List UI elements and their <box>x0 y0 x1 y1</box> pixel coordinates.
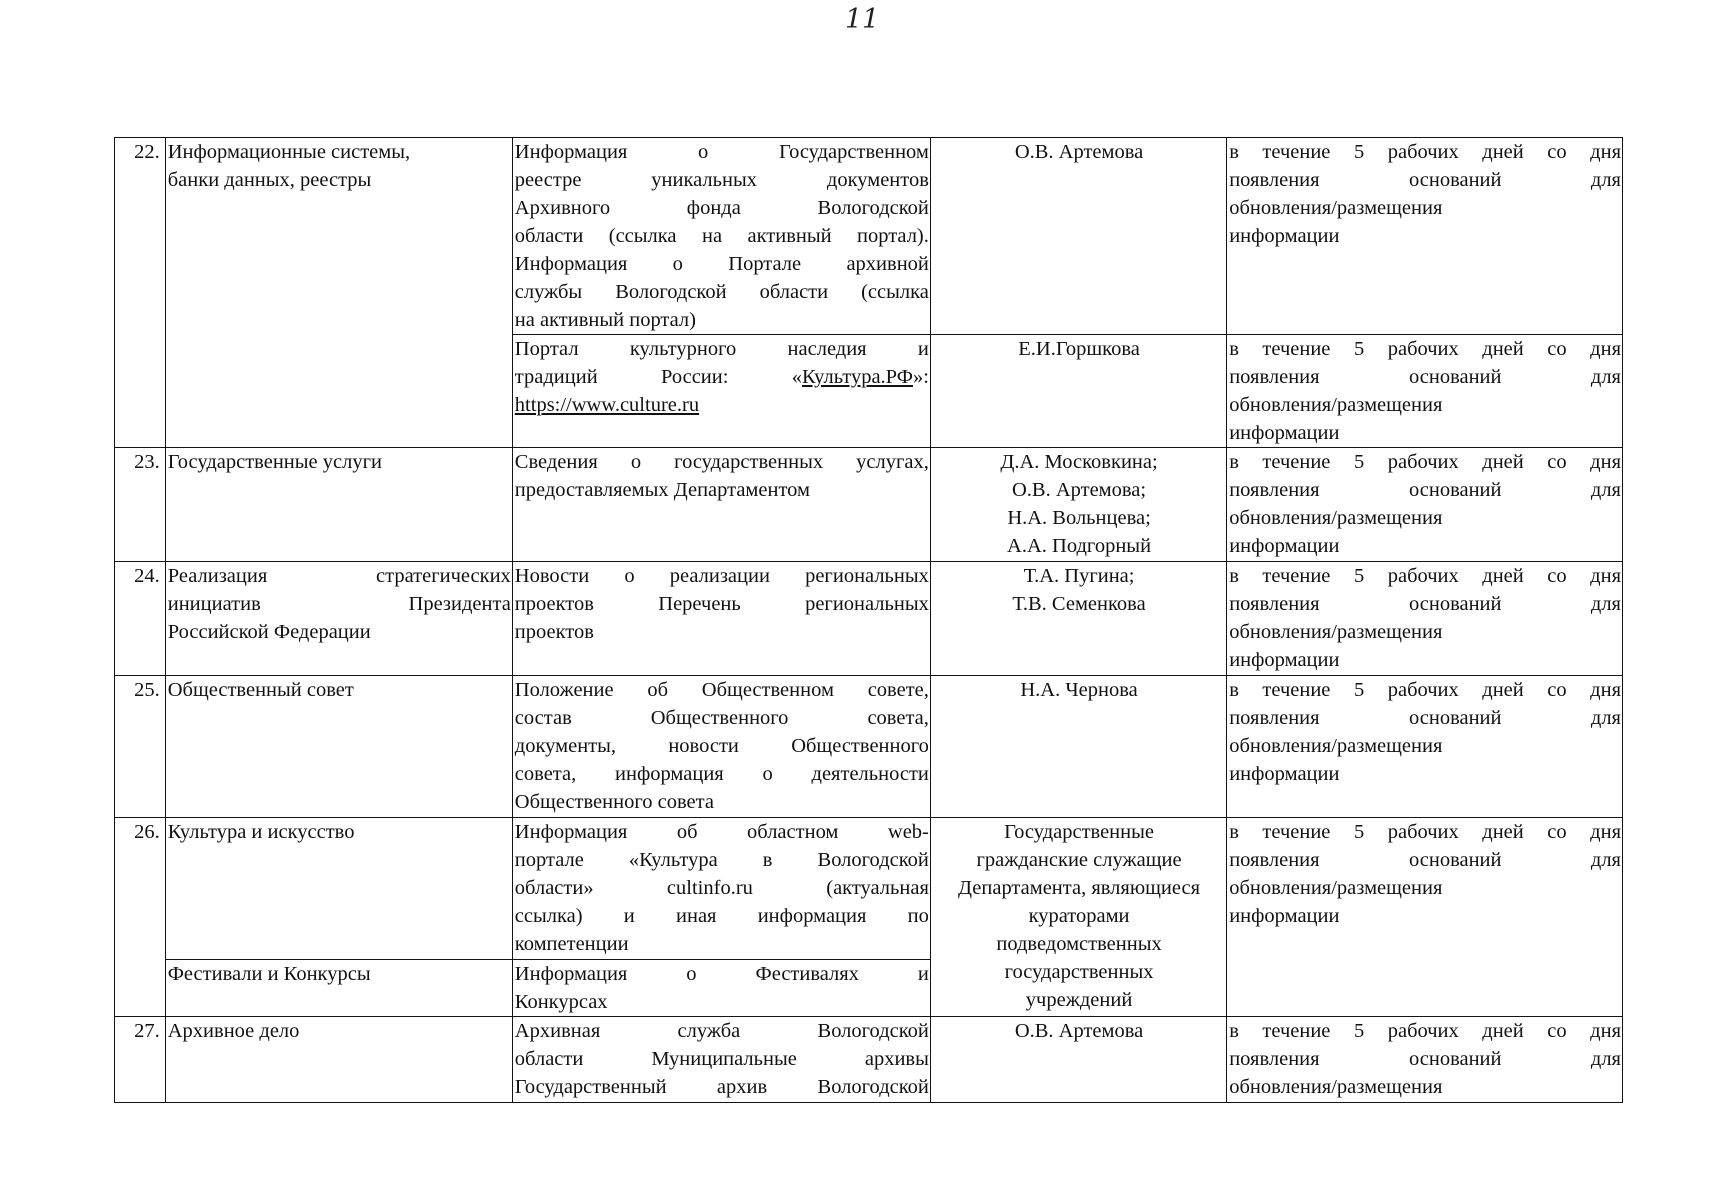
table-row <box>115 448 1623 562</box>
info-line: Информация о Государственном <box>514 141 929 163</box>
responsible-cell <box>930 818 1226 1017</box>
section-cell <box>165 562 512 676</box>
section-line: Информационные системы, <box>167 141 411 163</box>
responsible-name: подведомственных <box>996 933 1162 955</box>
section-line: инициатив Президента <box>167 593 511 615</box>
info-line: службы Вологодской области (ссылка <box>514 281 929 303</box>
responsible-cell <box>930 448 1226 562</box>
term-line: информации <box>1229 763 1340 785</box>
term-line: в течение 5 рабочих дней со дня <box>1229 338 1621 360</box>
info-line: Общественного совета <box>514 791 714 813</box>
responsible-name: Д.А. Московкина; <box>1000 451 1158 473</box>
term-line: в течение 5 рабочих дней со дня <box>1229 679 1621 701</box>
section-line: Общественный совет <box>167 679 354 701</box>
responsible-name: Т.А. Пугина; <box>1023 565 1135 587</box>
responsible-cell <box>930 138 1226 335</box>
table-row <box>115 1017 1623 1103</box>
responsible-name: О.В. Артемова <box>1014 1020 1144 1042</box>
culture-ru-url-link[interactable]: https://www.culture.ru <box>514 394 700 416</box>
info-line: области Муниципальные архивы <box>514 1048 929 1070</box>
section-line: Культура и искусство <box>167 821 355 843</box>
table-row <box>115 676 1623 818</box>
term-line: обновления/размещения <box>1229 877 1443 899</box>
info-line: проектов <box>514 621 594 643</box>
term-line: появления оснований для <box>1229 849 1621 871</box>
table-row <box>115 562 1623 676</box>
term-line: обновления/размещения <box>1229 394 1443 416</box>
term-cell <box>1227 335 1623 448</box>
responsible-name: государственных <box>1004 961 1154 983</box>
info-line: Государственный архив Вологодской <box>514 1076 929 1098</box>
info-line: традиций России: «Культура.РФ»: <box>514 366 929 388</box>
info-line: Информация об областном web- <box>514 821 929 843</box>
row-number: 22. <box>115 138 166 448</box>
info-line: области» cultinfo.ru (актуальная <box>514 877 929 899</box>
term-cell <box>1227 818 1623 1017</box>
responsible-cell <box>930 676 1226 818</box>
info-line: портале «Культура в Вологодской <box>514 849 929 871</box>
responsible-cell <box>930 335 1226 448</box>
responsible-name: Е.И.Горшкова <box>1018 338 1140 360</box>
section-line: банки данных, реестры <box>167 169 372 191</box>
term-line: появления оснований для <box>1229 366 1621 388</box>
term-line: появления оснований для <box>1229 479 1621 501</box>
responsible-cell <box>930 1017 1226 1103</box>
section-cell <box>165 138 512 448</box>
term-line: обновления/размещения <box>1229 621 1443 643</box>
responsible-name: О.В. Артемова <box>1014 141 1144 163</box>
term-line: появления оснований для <box>1229 1048 1621 1070</box>
row-number: 26. <box>115 818 166 1017</box>
section-line: Архивное дело <box>167 1020 300 1042</box>
responsible-name: Департамента, являющиеся <box>958 877 1201 899</box>
info-cell <box>512 1017 930 1103</box>
row-number: 24. <box>115 562 166 676</box>
culture-rf-link[interactable]: Культура.РФ <box>801 366 913 388</box>
info-line: Архивного фонда Вологодской <box>514 197 929 219</box>
info-line: области (ссылка на активный портал). <box>514 225 929 247</box>
info-line: Новости о реализации региональных <box>514 565 929 587</box>
term-line: информации <box>1229 422 1340 444</box>
section-cell <box>165 1017 512 1103</box>
term-cell <box>1227 1017 1623 1103</box>
info-cell <box>512 676 930 818</box>
info-cell <box>512 818 930 960</box>
info-line: Информация о Портале архивной <box>514 253 929 275</box>
info-line: документы, новости Общественного <box>514 735 929 757</box>
term-cell <box>1227 562 1623 676</box>
section-line: Государственные услуги <box>167 451 382 473</box>
responsible-name: гражданские служащие <box>976 849 1182 871</box>
term-line: появления оснований для <box>1229 169 1621 191</box>
responsible-name: О.В. Артемова; <box>1011 479 1147 501</box>
info-line: Архивная служба Вологодской <box>514 1020 929 1042</box>
term-line: информации <box>1229 535 1340 557</box>
info-line: на активный портал) <box>514 309 696 331</box>
page-number: 11 <box>845 4 880 35</box>
info-line: реестре уникальных документов <box>514 169 929 191</box>
info-line: ссылка) и иная информация по <box>514 905 929 927</box>
term-line: в течение 5 рабочих дней со дня <box>1229 565 1621 587</box>
term-cell <box>1227 448 1623 562</box>
term-cell <box>1227 676 1623 818</box>
term-line: в течение 5 рабочих дней со дня <box>1229 821 1621 843</box>
section-cell <box>165 676 512 818</box>
responsible-name: Т.В. Семенкова <box>1012 593 1146 615</box>
info-line: Сведения о государственных услугах, <box>514 451 929 473</box>
table-row <box>115 818 1623 960</box>
sections-table <box>114 137 1623 1103</box>
info-cell <box>512 335 930 448</box>
info-cell <box>512 448 930 562</box>
info-line: Конкурсах <box>514 991 608 1013</box>
responsible-name: кураторами <box>1028 905 1130 927</box>
term-line: появления оснований для <box>1229 707 1621 729</box>
term-line: информации <box>1229 649 1340 671</box>
info-line: Информация о Фестивалях и <box>514 963 929 985</box>
term-cell <box>1227 138 1623 335</box>
section-line: Фестивали и Конкурсы <box>167 963 371 985</box>
responsible-cell <box>930 562 1226 676</box>
info-line: Положение об Общественном совете, <box>514 679 929 701</box>
info-cell <box>512 960 930 1017</box>
section-cell <box>165 448 512 562</box>
info-line: компетенции <box>514 933 629 955</box>
section-cell <box>165 818 512 960</box>
row-number: 25. <box>115 676 166 818</box>
responsible-name: Государственные <box>1004 821 1154 843</box>
term-line: информации <box>1229 905 1340 927</box>
responsible-name: Н.А. Чернова <box>1020 679 1138 701</box>
term-line: в течение 5 рабочих дней со дня <box>1229 141 1621 163</box>
section-line: Реализация стратегических <box>167 565 511 587</box>
term-line: обновления/размещения <box>1229 735 1443 757</box>
responsible-name: А.А. Подгорный <box>1007 535 1152 557</box>
term-line: обновления/размещения <box>1229 507 1443 529</box>
row-number: 23. <box>115 448 166 562</box>
info-line: проектов Перечень региональных <box>514 593 929 615</box>
info-line: Портал культурного наследия и <box>514 338 929 360</box>
row-number: 27. <box>115 1017 166 1103</box>
info-line: совета, информация о деятельности <box>514 763 929 785</box>
section-line: Российской Федерации <box>167 621 371 643</box>
term-line: появления оснований для <box>1229 593 1621 615</box>
section-cell <box>165 960 512 1017</box>
info-cell <box>512 138 930 335</box>
info-line: состав Общественного совета, <box>514 707 929 729</box>
responsible-name: Н.А. Вольнцева; <box>1007 507 1151 529</box>
responsible-name: учреждений <box>1025 989 1133 1011</box>
term-line: в течение 5 рабочих дней со дня <box>1229 1020 1621 1042</box>
table-row <box>115 138 1623 335</box>
term-line: в течение 5 рабочих дней со дня <box>1229 451 1621 473</box>
term-line: информации <box>1229 225 1340 247</box>
term-line: обновления/размещения <box>1229 197 1443 219</box>
term-line: обновления/размещения <box>1229 1076 1443 1098</box>
info-line: предоставляемых Департаментом <box>514 479 810 501</box>
info-cell <box>512 562 930 676</box>
